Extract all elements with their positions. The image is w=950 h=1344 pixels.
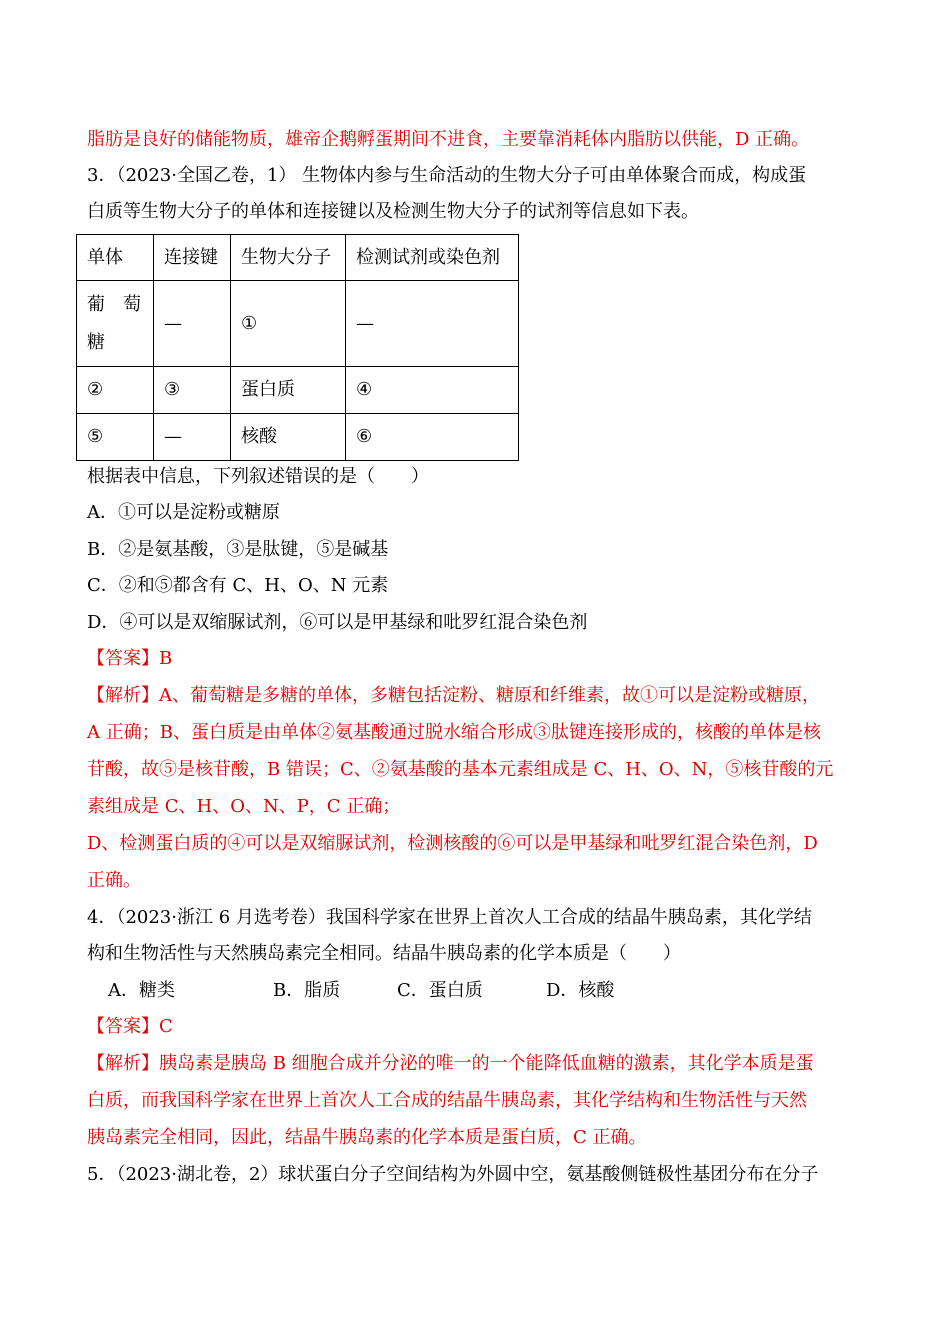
question-3-explanation-line: D、检测蛋白质的④可以是双缩脲试剂，检测核酸的⑥可以是甲基绿和吡罗红混合染色剂，D [87, 833, 818, 854]
table-cell: ① [231, 281, 346, 367]
table-cell: ③ [154, 367, 231, 414]
table-cell: — [154, 414, 231, 461]
question-4-line-1: 4．（2023·浙江 6 月选考卷）我国科学家在世界上首次人工合成的结晶牛胰岛素，其化学结 [87, 907, 812, 928]
table-cell: ④ [346, 367, 519, 414]
question-3-table [76, 234, 519, 461]
table-cell-line: 葡 萄 [87, 293, 141, 315]
question-4-option-d: D．核酸 [546, 980, 615, 1001]
question-5-line-1: 5．（2023·湖北卷，2）球状蛋白分子空间结构为外圆中空，氨基酸侧链极性基团分布在分子 [87, 1164, 819, 1185]
question-4-explanation-line: 【解析】胰岛素是胰岛 B 细胞合成并分泌的唯一的一个能降低血糖的激素，其化学本质是蛋 [87, 1053, 814, 1074]
table-header-row [77, 235, 519, 281]
question-3-line-1: 3．（2023·全国乙卷，1） 生物体内参与生命活动的生物大分子可由单体聚合而成，构成蛋 [87, 165, 807, 186]
table-cell-line: 糖 [87, 331, 105, 353]
table-row [77, 367, 519, 414]
table-header-cell: 生物大分子 [231, 235, 346, 281]
question-3-explanation-line: 素组成是 C、H、O、N、P，C 正确； [87, 796, 401, 817]
question-4-option-c: C．蛋白质 [397, 980, 483, 1001]
question-4-explanation-line: 白质，而我国科学家在世界上首次人工合成的结晶牛胰岛素，其化学结构和生物活性与天然 [87, 1090, 807, 1111]
question-3-option-b: B．②是氨基酸，③是肽键，⑤是碱基 [87, 539, 389, 560]
table-cell [77, 281, 154, 367]
question-3-explanation-line: 【解析】A、葡萄糖是多糖的单体，多糖包括淀粉、糖原和纤维素，故①可以是淀粉或糖原， [87, 685, 820, 706]
table-cell: — [346, 281, 519, 367]
question-3-stem: 根据表中信息，下列叙述错误的是（ ） [87, 466, 429, 487]
question-3-option-d: D．④可以是双缩脲试剂，⑥可以是甲基绿和吡罗红混合染色剂 [87, 612, 588, 633]
table-cell: — [154, 281, 231, 367]
question-4-line-2: 构和生物活性与天然胰岛素完全相同。结晶牛胰岛素的化学本质是（ ） [87, 943, 681, 964]
table-cell: 核酸 [231, 414, 346, 461]
question-4-answer: 【答案】C [87, 1016, 173, 1037]
prev-explanation-tail: 脂肪是良好的储能物质，雄帝企鹅孵蛋期间不进食，主要靠消耗体内脂肪以供能，D 正确。 [87, 129, 810, 150]
question-3-option-c: C．②和⑤都含有 C、H、O、N 元素 [87, 575, 389, 596]
table-cell: ⑥ [346, 414, 519, 461]
question-4-explanation-line: 胰岛素完全相同，因此，结晶牛胰岛素的化学本质是蛋白质，C 正确。 [87, 1127, 647, 1148]
table-cell: 蛋白质 [231, 367, 346, 414]
question-3-explanation-line: A 正确；B、蛋白质是由单体②氨基酸通过脱水缩合形成③肽键连接形成的，核酸的单体是核 [87, 722, 821, 743]
table-row [77, 414, 519, 461]
question-4-option-b: B．脂质 [273, 980, 341, 1001]
question-4-option-a: A．糖类 [108, 980, 175, 1001]
table-cell: ⑤ [77, 414, 154, 461]
question-3-answer: 【答案】B [87, 648, 173, 669]
table-cell: ② [77, 367, 154, 414]
table-header-cell: 单体 [77, 235, 154, 281]
table-header-cell: 连接键 [154, 235, 231, 281]
question-3-explanation-line: 苷酸，故⑤是核苷酸，B 错误；C、②氨基酸的基本元素组成是 C、H、O、N，⑤核苷酸的元 [87, 759, 834, 780]
table-header-cell: 检测试剂或染色剂 [346, 235, 519, 281]
question-3-explanation-line: 正确。 [87, 870, 141, 891]
table-row [77, 281, 519, 367]
question-3-line-2: 白质等生物大分子的单体和连接键以及检测生物大分子的试剂等信息如下表。 [87, 201, 699, 222]
question-3-option-a: A．①可以是淀粉或糖原 [87, 502, 280, 523]
